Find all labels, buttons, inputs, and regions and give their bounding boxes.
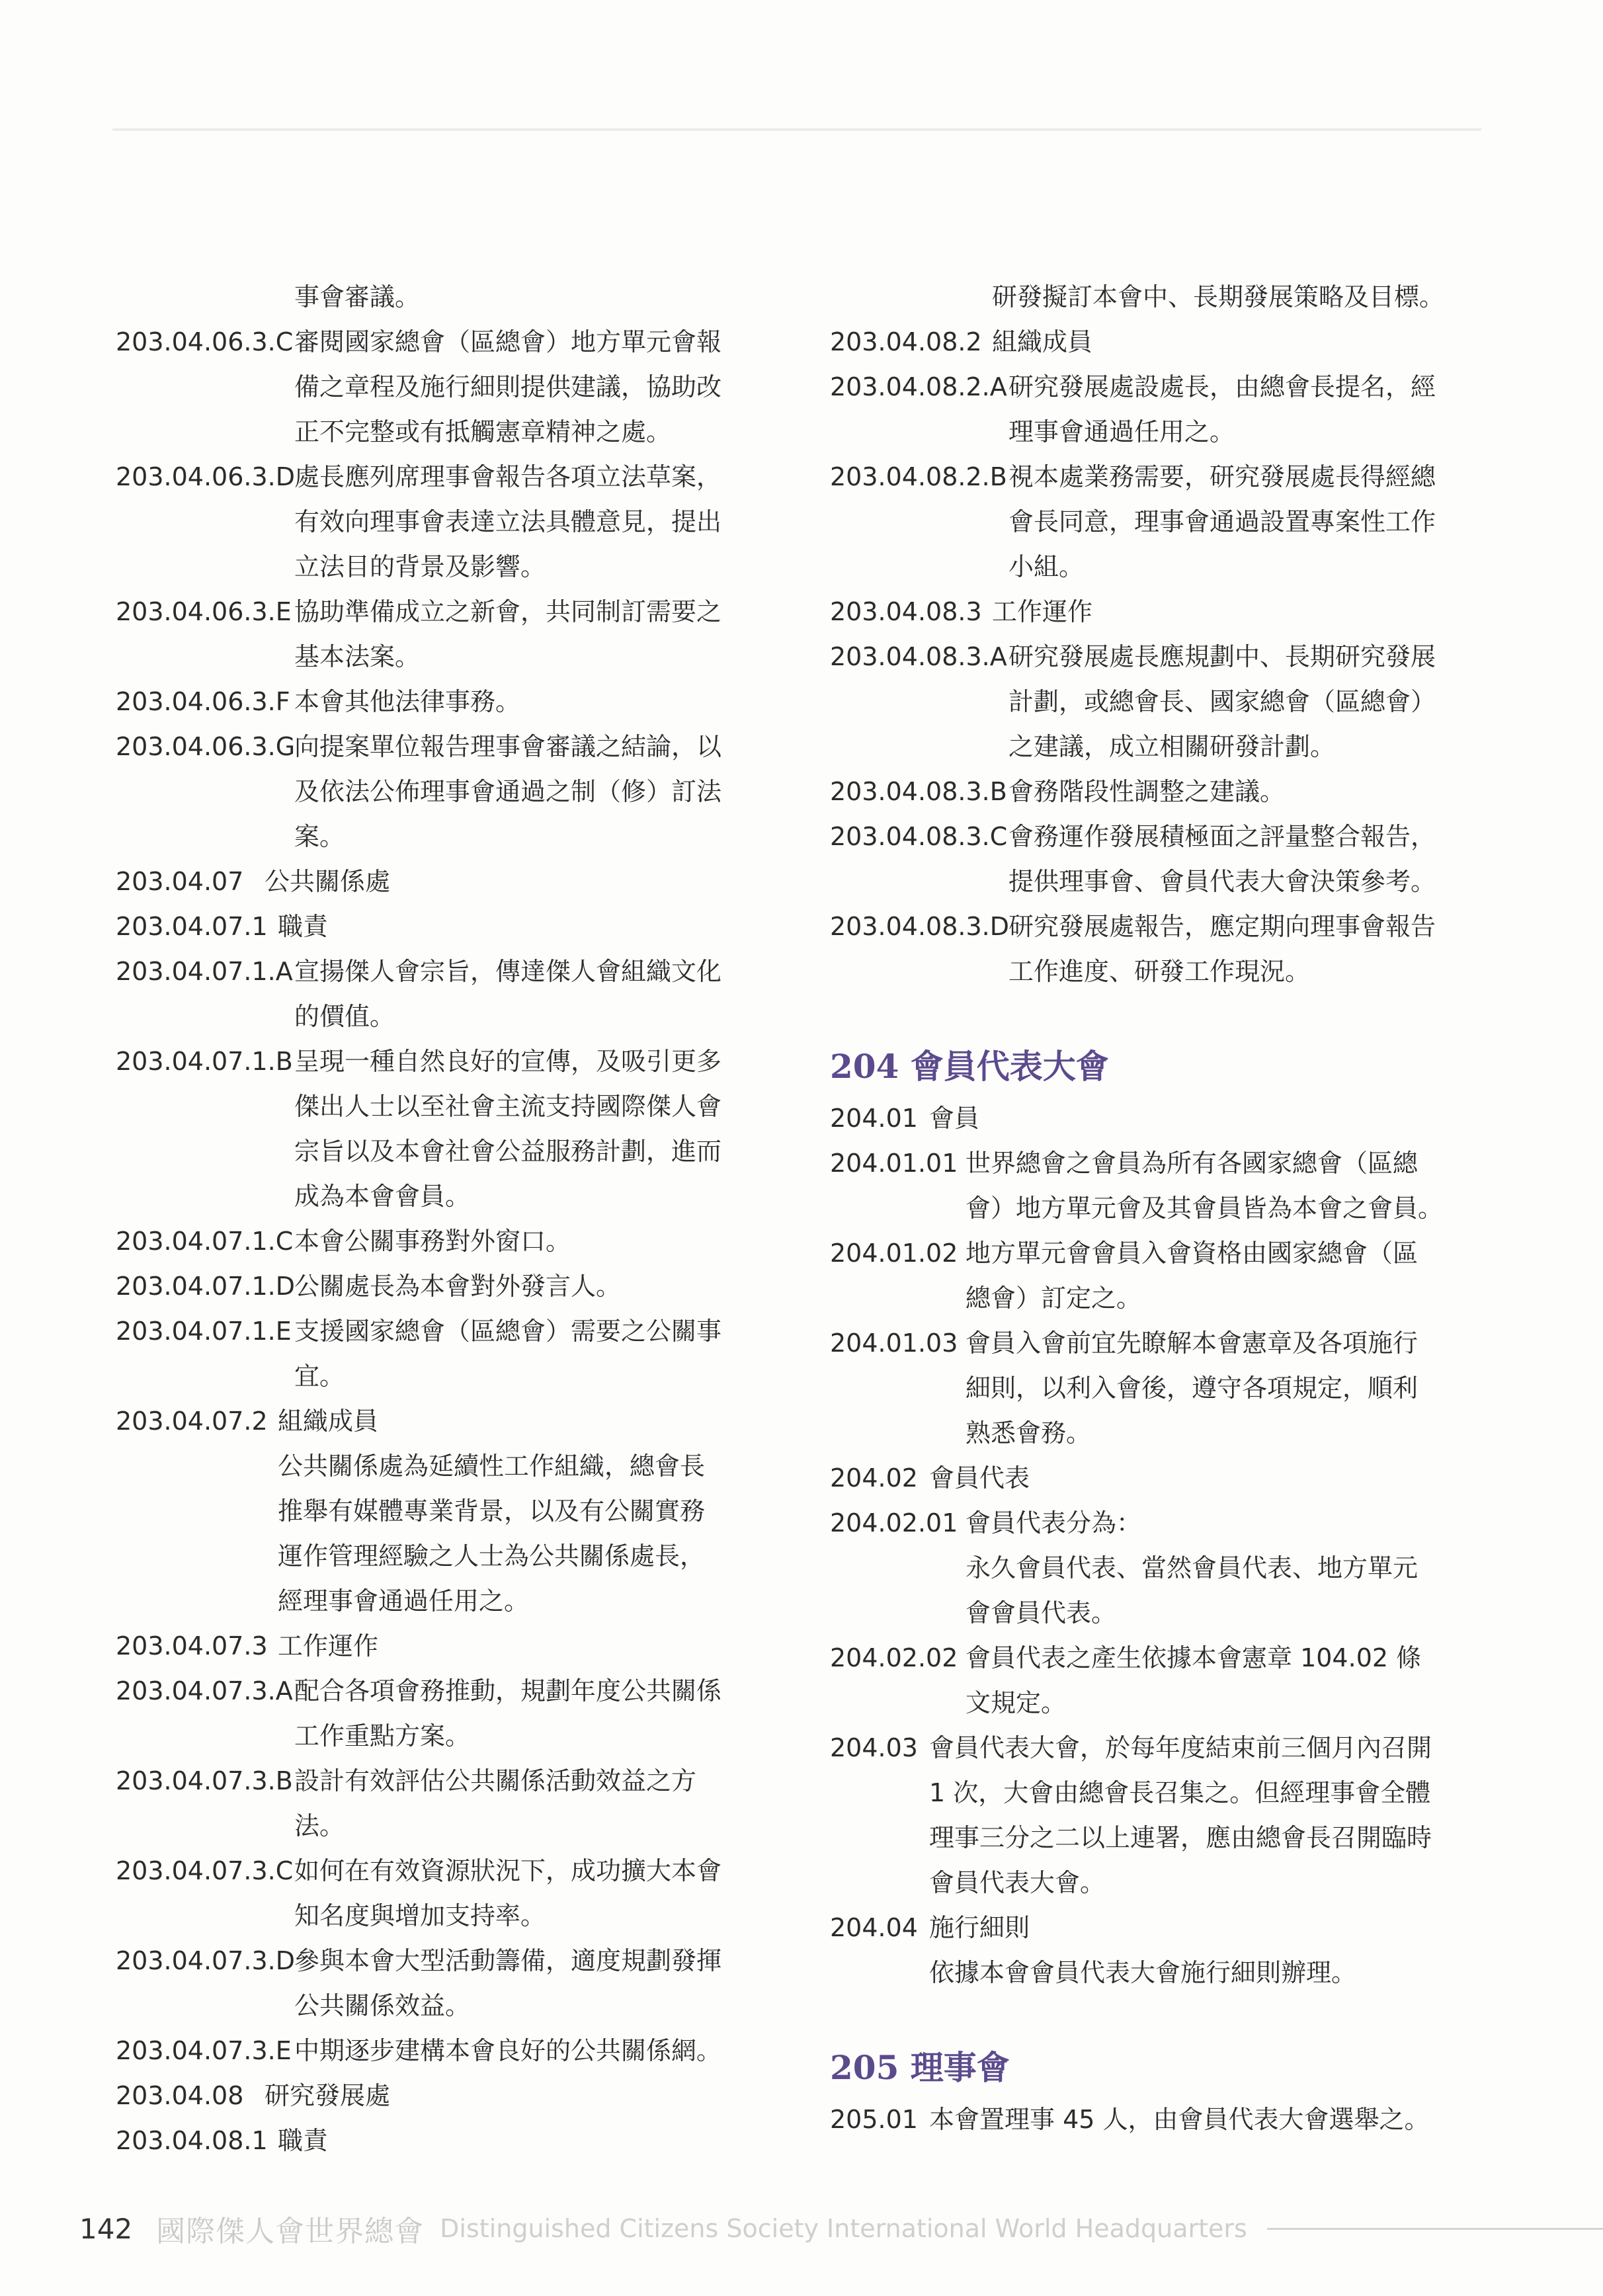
clause-line: 公共關係處 [265, 867, 391, 896]
clause-line: 公共關係處為延續性工作組織，總會長 [278, 1452, 706, 1481]
clause-number: 203.04.07.1.D [116, 1272, 295, 1301]
clause-entry [116, 589, 777, 679]
clause-text [992, 589, 1491, 634]
clause-text [1008, 904, 1491, 994]
clause-text [294, 319, 777, 454]
clause-text [1008, 769, 1491, 814]
clause-line: 的價值。 [294, 1002, 395, 1031]
clause-entry [116, 1444, 777, 1623]
clause-line: 總會）訂定之。 [966, 1284, 1142, 1313]
clause-entry [116, 1264, 777, 1309]
clause-text [294, 1938, 777, 2028]
clause-line: 研究發展處 [265, 2081, 391, 2110]
clause-number: 204.03 [830, 1733, 918, 1762]
clause-number: 203.04.06.3.D [116, 462, 295, 491]
clause-text [1008, 814, 1491, 904]
section-204-heading: 204 會員代表大會 [830, 1047, 1109, 1086]
clause-number: 204.02 [830, 1463, 918, 1493]
clause-entry [116, 1623, 777, 1668]
clause-line: 職責 [278, 2126, 329, 2155]
clause-line: 立法目的背景及影響。 [294, 552, 546, 581]
clause-text [294, 724, 777, 859]
clause-number: 203.04.06.3.C [116, 327, 294, 356]
clause-entry [830, 1321, 1491, 1456]
clause-text [966, 1231, 1491, 1321]
page-footer [79, 2209, 1603, 2248]
clause-text [278, 1399, 777, 1444]
clause-line: 配合各項會務推動，規劃年度公共關係 [294, 1676, 722, 1705]
clause-line: 本會置理事 45 人，由會員代表大會選舉之。 [929, 2105, 1430, 2134]
clause-line: 成為本會會員。 [294, 1182, 471, 1211]
clause-number: 203.04.07.1.C [116, 1227, 294, 1256]
clause-line: 審閱國家總會（區總會）地方單元會報 [294, 327, 722, 356]
clause-line: 及依法公佈理事會通過之制（修）訂法 [294, 777, 722, 806]
clause-line: 會）地方單元會及其會員皆為本會之會員。 [966, 1194, 1444, 1223]
clause-line: 組織成員 [278, 1407, 379, 1436]
clause-entry [830, 589, 1491, 634]
clause-number: 203.04.08.3.B [830, 777, 1007, 806]
clause-number: 203.04.08.2.A [830, 372, 1007, 401]
clause-text [265, 859, 777, 904]
right-column [830, 274, 1491, 2142]
clause-entry [830, 364, 1491, 454]
clause-entry [116, 1938, 777, 2028]
clause-number: 204.02.02 [830, 1643, 958, 1672]
clause-entry [116, 949, 777, 1039]
clause-number: 203.04.07.3 [116, 1631, 268, 1660]
clause-number: 203.04.07 [116, 867, 244, 896]
clause-line: 文規定。 [966, 1688, 1067, 1717]
clause-line: 設計有效評估公共關係活動效益之方 [294, 1766, 697, 1795]
clause-line: 基本法案。 [294, 642, 421, 671]
clause-number: 205.01 [830, 2105, 918, 2134]
clause-line: 宗旨以及本會社會公益服務計劃，進而 [294, 1137, 722, 1166]
clause-line: 工作進度、研發工作現況。 [1008, 957, 1311, 986]
clause-line: 會長同意，理事會通過設置專案性工作 [1008, 507, 1436, 536]
clause-line: 會員入會前宜先瞭解本會憲章及各項施行 [966, 1329, 1418, 1358]
clause-text [966, 1141, 1491, 1231]
clause-line: 細則，以利入會後，遵守各項規定，順利 [966, 1374, 1418, 1403]
clause-text [294, 1848, 777, 1938]
clause-line: 熟悉會務。 [966, 1418, 1092, 1448]
clause-line: 正不完整或有抵觸憲章精神之處。 [294, 417, 672, 446]
clause-line: 本會其他法律事務。 [294, 687, 521, 716]
clause-text [278, 1444, 777, 1623]
clause-entry [830, 1096, 1491, 1141]
clause-text [992, 319, 1491, 364]
left-column [116, 274, 777, 2163]
clause-entry [830, 1141, 1491, 1231]
clause-line: 會員代表之產生依據本會憲章 104.02 條 [966, 1643, 1422, 1672]
clause-number: 203.04.06.3.F [116, 687, 290, 716]
clause-text [294, 1758, 777, 1848]
clause-number: 203.04.08.1 [116, 2126, 268, 2155]
clause-text [294, 454, 777, 589]
clause-entry [830, 1725, 1491, 1905]
clause-entry [830, 1635, 1491, 1725]
clause-line: 處長應列席理事會報告各項立法草案， [294, 462, 722, 491]
clause-number: 203.04.07.3.B [116, 1766, 293, 1795]
footer-rule [1267, 2228, 1603, 2230]
section-205-heading: 205 理事會 [830, 2048, 1010, 2087]
clause-line: 案。 [294, 822, 345, 851]
clause-text [929, 1905, 1491, 1995]
clause-line: 公關處長為本會對外發言人。 [294, 1272, 622, 1301]
clause-entry [116, 1399, 777, 1444]
clause-entry [830, 2097, 1491, 2142]
clause-text [1008, 364, 1491, 454]
clause-entry [830, 454, 1491, 589]
clause-line: 參與本會大型活動籌備，適度規劃發揮 [294, 1946, 722, 1975]
clause-text [1008, 634, 1491, 769]
clause-line: 中期逐步建構本會良好的公共關係網。 [294, 2036, 722, 2065]
clause-number: 203.04.08.3 [830, 597, 982, 626]
clause-number: 203.04.07.1.A [116, 957, 293, 986]
page-number: 142 [79, 2212, 133, 2245]
clause-entry [116, 1309, 777, 1399]
clause-line: 事會審議。 [294, 282, 421, 311]
clause-line: 依據本會會員代表大會施行細則辦理。 [929, 1958, 1357, 1987]
clause-line: 備之章程及施行細則提供建議，協助改 [294, 372, 722, 401]
clause-line: 永久會員代表、當然會員代表、地方單元 [966, 1553, 1418, 1582]
clause-text [929, 2097, 1491, 2142]
clause-number: 203.04.08.3.D [830, 912, 1009, 941]
clause-text [294, 1668, 777, 1758]
top-rule [112, 128, 1481, 131]
clause-text [294, 1309, 777, 1399]
clause-text [265, 2073, 777, 2118]
clause-text [1008, 454, 1491, 589]
clause-line: 宜。 [294, 1362, 345, 1391]
clause-number: 204.01 [830, 1104, 918, 1133]
clause-entry [116, 679, 777, 724]
clause-line: 向提案單位報告理事會審議之結論，以 [294, 732, 722, 761]
clause-text [278, 904, 777, 949]
clause-text [294, 1039, 777, 1219]
clause-entry [830, 319, 1491, 364]
clause-line: 公共關係效益。 [294, 1991, 471, 2020]
clause-entry [116, 859, 777, 904]
clause-text [966, 1321, 1491, 1456]
clause-line: 運作管理經驗之人士為公共關係處長， [278, 1541, 706, 1571]
clause-number: 203.04.08.3.C [830, 822, 1008, 851]
clause-text [966, 1500, 1491, 1635]
clause-line: 如何在有效資源狀況下，成功擴大本會 [294, 1856, 722, 1885]
clause-number: 203.04.07.3.D [116, 1946, 295, 1975]
footer-org-name-en: Distinguished Citizens Society International World Headquarters [440, 2214, 1247, 2243]
clause-text [278, 1623, 777, 1668]
clause-line: 小組。 [1008, 552, 1085, 581]
clause-line: 研發擬訂本會中、長期發展策略及目標。 [992, 282, 1445, 311]
clause-line: 傑出人士以至社會主流支持國際傑人會 [294, 1092, 722, 1121]
clause-line: 地方單元會會員入會資格由國家總會（區 [966, 1239, 1418, 1268]
clause-text [929, 1456, 1491, 1500]
clause-number: 204.01.01 [830, 1149, 958, 1178]
clause-line: 法。 [294, 1811, 345, 1840]
clause-line: 有效向理事會表達立法具體意見，提出 [294, 507, 722, 536]
clause-line: 呈現一種自然良好的宣傳，及吸引更多 [294, 1047, 722, 1076]
clause-text [294, 274, 777, 319]
footer-org-name-zh: 國際傑人會世界總會 [156, 2215, 425, 2248]
clause-line: 支援國家總會（區總會）需要之公關事 [294, 1317, 722, 1346]
clause-line: 宣揚傑人會宗旨，傳達傑人會組織文化 [294, 957, 722, 986]
clause-number: 204.04 [830, 1913, 918, 1942]
clause-text [294, 2028, 777, 2073]
clause-text [992, 274, 1491, 319]
clause-number: 204.01.03 [830, 1329, 958, 1358]
clause-line: 理事三分之二以上連署，應由總會長召開臨時 [929, 1823, 1432, 1852]
clause-line: 理事會通過任用之。 [1008, 417, 1235, 446]
clause-entry [830, 904, 1491, 994]
clause-line: 會員代表 [929, 1463, 1030, 1493]
clause-line: 1 次，大會由總會長召集之。但經理事會全體 [929, 1778, 1431, 1807]
clause-text [294, 1264, 777, 1309]
clause-line: 計劃，或總會長、國家總會（區總會） [1008, 687, 1436, 716]
clause-line: 推舉有媒體專業背景，以及有公關實務 [278, 1496, 706, 1526]
clause-entry [116, 1758, 777, 1848]
clause-number: 203.04.07.1.B [116, 1047, 293, 1076]
clause-number: 203.04.08.3.A [830, 642, 1007, 671]
clause-entry [830, 274, 1491, 319]
clause-entry [116, 274, 777, 319]
clause-entry [116, 2073, 777, 2118]
clause-entry [116, 2028, 777, 2073]
clause-entry [830, 1905, 1491, 1995]
clause-line: 經理事會通過任用之。 [278, 1586, 530, 1616]
clause-line: 會員 [929, 1104, 980, 1133]
clause-entry [116, 1848, 777, 1938]
clause-entry [830, 1500, 1491, 1635]
clause-entry [116, 904, 777, 949]
clause-entry [830, 1231, 1491, 1321]
clause-entry [830, 634, 1491, 769]
clause-number: 203.04.07.3.E [116, 2036, 292, 2065]
clause-line: 知名度與增加支持率。 [294, 1901, 546, 1930]
clause-line: 研究發展處長應規劃中、長期研究發展 [1008, 642, 1436, 671]
clause-number: 203.04.07.3.C [116, 1856, 294, 1885]
clause-text [294, 589, 777, 679]
clause-number: 203.04.08.2 [830, 327, 982, 356]
clause-line: 提供理事會、會員代表大會決策參考。 [1008, 867, 1436, 896]
clause-number: 203.04.08 [116, 2081, 244, 2110]
clause-number: 203.04.07.2 [116, 1407, 268, 1436]
clause-number: 203.04.07.3.A [116, 1676, 293, 1705]
clause-line: 協助準備成立之新會，共同制訂需要之 [294, 597, 722, 626]
clause-text [294, 1219, 777, 1264]
clause-line: 施行細則 [929, 1913, 1030, 1942]
clause-number: 203.04.06.3.G [116, 732, 296, 761]
clause-line: 職責 [278, 912, 329, 941]
clause-text [929, 1096, 1491, 1141]
clause-line: 世界總會之會員為所有各國家總會（區總 [966, 1149, 1418, 1178]
clause-entry [116, 454, 777, 589]
clause-number: 203.04.08.2.B [830, 462, 1007, 491]
clause-entry [830, 814, 1491, 904]
clause-line: 組織成員 [992, 327, 1093, 356]
clause-number: 203.04.07.1 [116, 912, 268, 941]
clause-number: 204.01.02 [830, 1239, 958, 1268]
clause-text [294, 949, 777, 1039]
clause-number: 203.04.07.1.E [116, 1317, 292, 1346]
clause-text [966, 1635, 1491, 1725]
clause-line: 會員代表大會。 [929, 1868, 1106, 1897]
clause-text [278, 2118, 777, 2163]
clause-line: 工作運作 [278, 1631, 379, 1660]
clause-entry [116, 2118, 777, 2163]
clause-entry [116, 1668, 777, 1758]
clause-line: 工作運作 [992, 597, 1093, 626]
clause-line: 會員代表大會，於每年度結束前三個月內召開 [929, 1733, 1432, 1762]
clause-text [929, 1725, 1491, 1905]
clause-line: 本會公關事務對外窗口。 [294, 1227, 571, 1256]
clause-line: 會員代表分為： [966, 1508, 1142, 1538]
clause-line: 工作重點方案。 [294, 1721, 471, 1750]
clause-line: 研究發展處設處長，由總會長提名，經 [1008, 372, 1436, 401]
clause-entry [116, 319, 777, 454]
clause-text [294, 679, 777, 724]
clause-line: 會務階段性調整之建議。 [1008, 777, 1286, 806]
clause-entry [116, 724, 777, 859]
clause-entry [116, 1219, 777, 1264]
clause-line: 視本處業務需要，研究發展處長得經總 [1008, 462, 1436, 491]
clause-line: 會會員代表。 [966, 1598, 1117, 1627]
clause-number: 203.04.06.3.E [116, 597, 292, 626]
clause-line: 研究發展處報告，應定期向理事會報告 [1008, 912, 1436, 941]
clause-entry [116, 1039, 777, 1219]
clause-line: 之建議，成立相關研發計劃。 [1008, 732, 1336, 761]
clause-number: 204.02.01 [830, 1508, 958, 1538]
clause-line: 會務運作發展積極面之評量整合報告， [1008, 822, 1436, 851]
clause-entry [830, 1456, 1491, 1500]
clause-entry [830, 769, 1491, 814]
